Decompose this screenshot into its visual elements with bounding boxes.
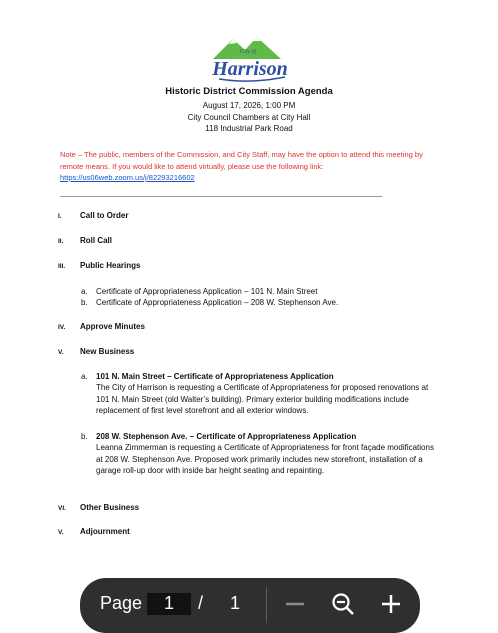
svg-text:City of: City of bbox=[239, 49, 257, 55]
meeting-address: 118 Industrial Park Road bbox=[205, 124, 293, 133]
logo-text: Harrison bbox=[212, 58, 288, 80]
agenda-item-adjournment: V. Adjournment bbox=[58, 527, 130, 536]
meeting-location: City Council Chambers at City Hall bbox=[187, 112, 311, 122]
page-label: Page bbox=[100, 593, 143, 613]
zoom-in-icon[interactable] bbox=[378, 591, 404, 617]
agenda-item-other-business: VI. Other Business bbox=[58, 503, 140, 512]
note-text: Note – The public, members of the Commission, and City Staff, may have the option to attend this meeting by remote means. If you would like to attend virtually, please use the following link: bbox=[60, 150, 423, 171]
page-number-input[interactable]: 1 bbox=[163, 593, 174, 613]
new-business-item: a. 101 N. Main Street – Certificate of Appropriateness Application The City of Harrison is requesting a Certificate of Appropriateness for proposed renovations at 101 N. Main Street (old Walter’s building). Primary exterior building modifications include replacement of first level storefront and all exterior windows. bbox=[81, 372, 429, 415]
divider bbox=[60, 196, 382, 197]
agenda-item-roll-call: II. Roll Call bbox=[58, 236, 113, 245]
zoom-link[interactable]: https://us06web.zoom.us/j/82293216602 bbox=[60, 173, 195, 182]
remote-attendance-note bbox=[60, 149, 440, 184]
zoom-fit-icon[interactable] bbox=[330, 591, 356, 617]
meeting-date: August 17, 2026, 1:00 PM bbox=[202, 101, 296, 110]
hearing-item: b. Certificate of Appropriateness Application – 208 W. Stephenson Ave. bbox=[81, 298, 339, 307]
new-business-item: b. 208 W. Stephenson Ave. – Certificate of Appropriateness Application Leanna Zimmerman is requesting a Certificate of Appropriateness for front façade modifications at 208 W. Stephenson Ave. Proposed work primarily includes new storefront, installation of a garage roll-up door with inside bar height seating and repainting. bbox=[81, 432, 434, 475]
agenda-item-new-business: V. New Business bbox=[58, 347, 135, 356]
hearing-item: a. Certificate of Appropriateness Application – 101 N. Main Street bbox=[81, 287, 318, 296]
agenda-item-call-to-order: I. Call to Order bbox=[58, 211, 129, 220]
zoom-out-icon[interactable] bbox=[282, 591, 308, 617]
agenda-item-public-hearings: III. Public Hearings bbox=[58, 261, 141, 270]
page-title: Historic District Commission Agenda bbox=[165, 86, 333, 97]
agenda-item-approve-minutes: IV. Approve Minutes bbox=[58, 322, 145, 331]
city-logo bbox=[207, 33, 295, 83]
page-separator: / bbox=[198, 593, 204, 613]
page-total: 1 bbox=[230, 593, 241, 613]
toolbar-divider bbox=[266, 587, 267, 623]
page-toolbar bbox=[80, 578, 420, 633]
